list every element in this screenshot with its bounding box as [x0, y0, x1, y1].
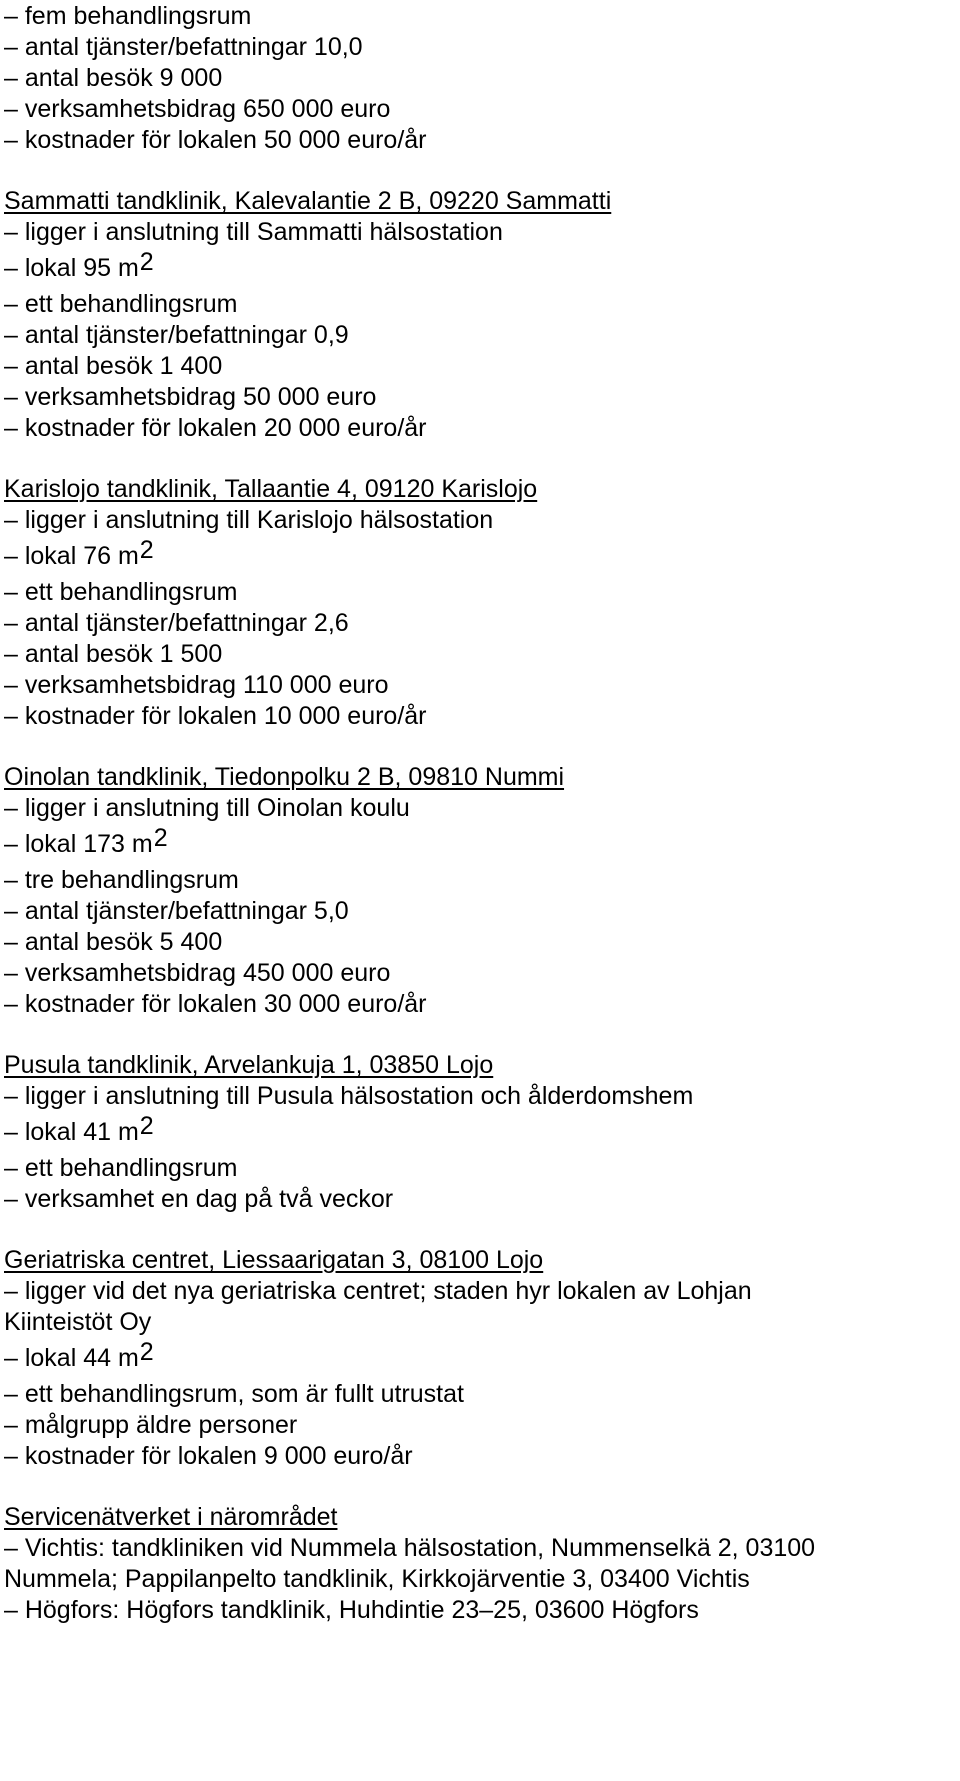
continued-line: Kiinteistöt Oy [4, 1308, 152, 1336]
bullet-line: – kostnader för lokalen 50 000 euro/år [4, 126, 427, 154]
section-heading: Oinolan tandklinik, Tiedonpolku 2 B, 09810 Nummi [4, 763, 565, 791]
bullet-line: – ett behandlingsrum [4, 578, 238, 606]
bullet-line: – tre behandlingsrum [4, 866, 239, 894]
area-line [4, 1112, 154, 1148]
bullet-line: – verksamhetsbidrag 50 000 euro [4, 383, 377, 411]
bullet-line: – ligger i anslutning till Oinolan koulu [4, 794, 410, 822]
section-heading: Karislojo tandklinik, Tallaantie 4, 09120 Karislojo [4, 475, 538, 503]
section-heading: Pusula tandklinik, Arvelankuja 1, 03850 Lojo [4, 1051, 494, 1079]
area-text: – lokal 95 m [4, 254, 139, 282]
bullet-line: – Vichtis: tandkliniken vid Nummela hälsostation, Nummenselkä 2, 03100 [4, 1534, 816, 1562]
bullet-line: – antal tjänster/befattningar 0,9 [4, 321, 349, 349]
bullet-line: – ett behandlingsrum [4, 1154, 238, 1182]
superscript: 2 [139, 1338, 154, 1366]
bullet-line: – antal besök 9 000 [4, 64, 223, 92]
area-line [4, 248, 154, 284]
bullet-line: – målgrupp äldre personer [4, 1411, 298, 1439]
bullet-line: – ett behandlingsrum, som är fullt utrustat [4, 1380, 464, 1408]
bullet-line: – Högfors: Högfors tandklinik, Huhdintie 23–25, 03600 Högfors [4, 1596, 699, 1624]
bullet-line: – ligger i anslutning till Pusula hälsostation och ålderdomshem [4, 1082, 694, 1110]
bullet-line: – kostnader för lokalen 10 000 euro/år [4, 702, 427, 730]
bullet-line: – ligger vid det nya geriatriska centret; staden hyr lokalen av Lohjan [4, 1277, 752, 1305]
bullet-line: – verksamhetsbidrag 110 000 euro [4, 671, 389, 699]
bullet-line: – fem behandlingsrum [4, 2, 252, 30]
superscript: 2 [139, 536, 154, 564]
bullet-line: – ett behandlingsrum [4, 290, 238, 318]
bullet-line: – antal tjänster/befattningar 2,6 [4, 609, 349, 637]
bullet-line: – ligger i anslutning till Sammatti hälsostation [4, 218, 503, 246]
section-heading: Sammatti tandklinik, Kalevalantie 2 B, 09220 Sammatti [4, 187, 612, 215]
bullet-line: – antal besök 1 500 [4, 640, 223, 668]
bullet-line: – antal tjänster/befattningar 5,0 [4, 897, 349, 925]
area-text: – lokal 41 m [4, 1118, 139, 1146]
continued-line: Nummela; Pappilanpelto tandklinik, Kirkkojärventie 3, 03400 Vichtis [4, 1565, 750, 1593]
bullet-line: – verksamhetsbidrag 450 000 euro [4, 959, 391, 987]
superscript: 2 [139, 248, 154, 276]
bullet-line: – kostnader för lokalen 30 000 euro/år [4, 990, 427, 1018]
bullet-line: – verksamhetsbidrag 650 000 euro [4, 95, 391, 123]
superscript: 2 [153, 824, 168, 852]
area-text: – lokal 44 m [4, 1344, 139, 1372]
area-line [4, 824, 168, 860]
section-heading: Geriatriska centret, Liessaarigatan 3, 08100 Lojo [4, 1246, 544, 1274]
bullet-line: – antal besök 5 400 [4, 928, 223, 956]
bullet-line: – verksamhet en dag på två veckor [4, 1185, 394, 1213]
superscript: 2 [139, 1112, 154, 1140]
area-text: – lokal 76 m [4, 542, 139, 570]
bullet-line: – kostnader för lokalen 9 000 euro/år [4, 1442, 413, 1470]
area-text: – lokal 173 m [4, 830, 153, 858]
bullet-line: – antal tjänster/befattningar 10,0 [4, 33, 363, 61]
area-line [4, 536, 154, 572]
area-line [4, 1338, 154, 1374]
section-heading: Servicenätverket i närområdet [4, 1503, 338, 1531]
bullet-line: – kostnader för lokalen 20 000 euro/år [4, 414, 427, 442]
bullet-line: – antal besök 1 400 [4, 352, 223, 380]
bullet-line: – ligger i anslutning till Karislojo hälsostation [4, 506, 494, 534]
